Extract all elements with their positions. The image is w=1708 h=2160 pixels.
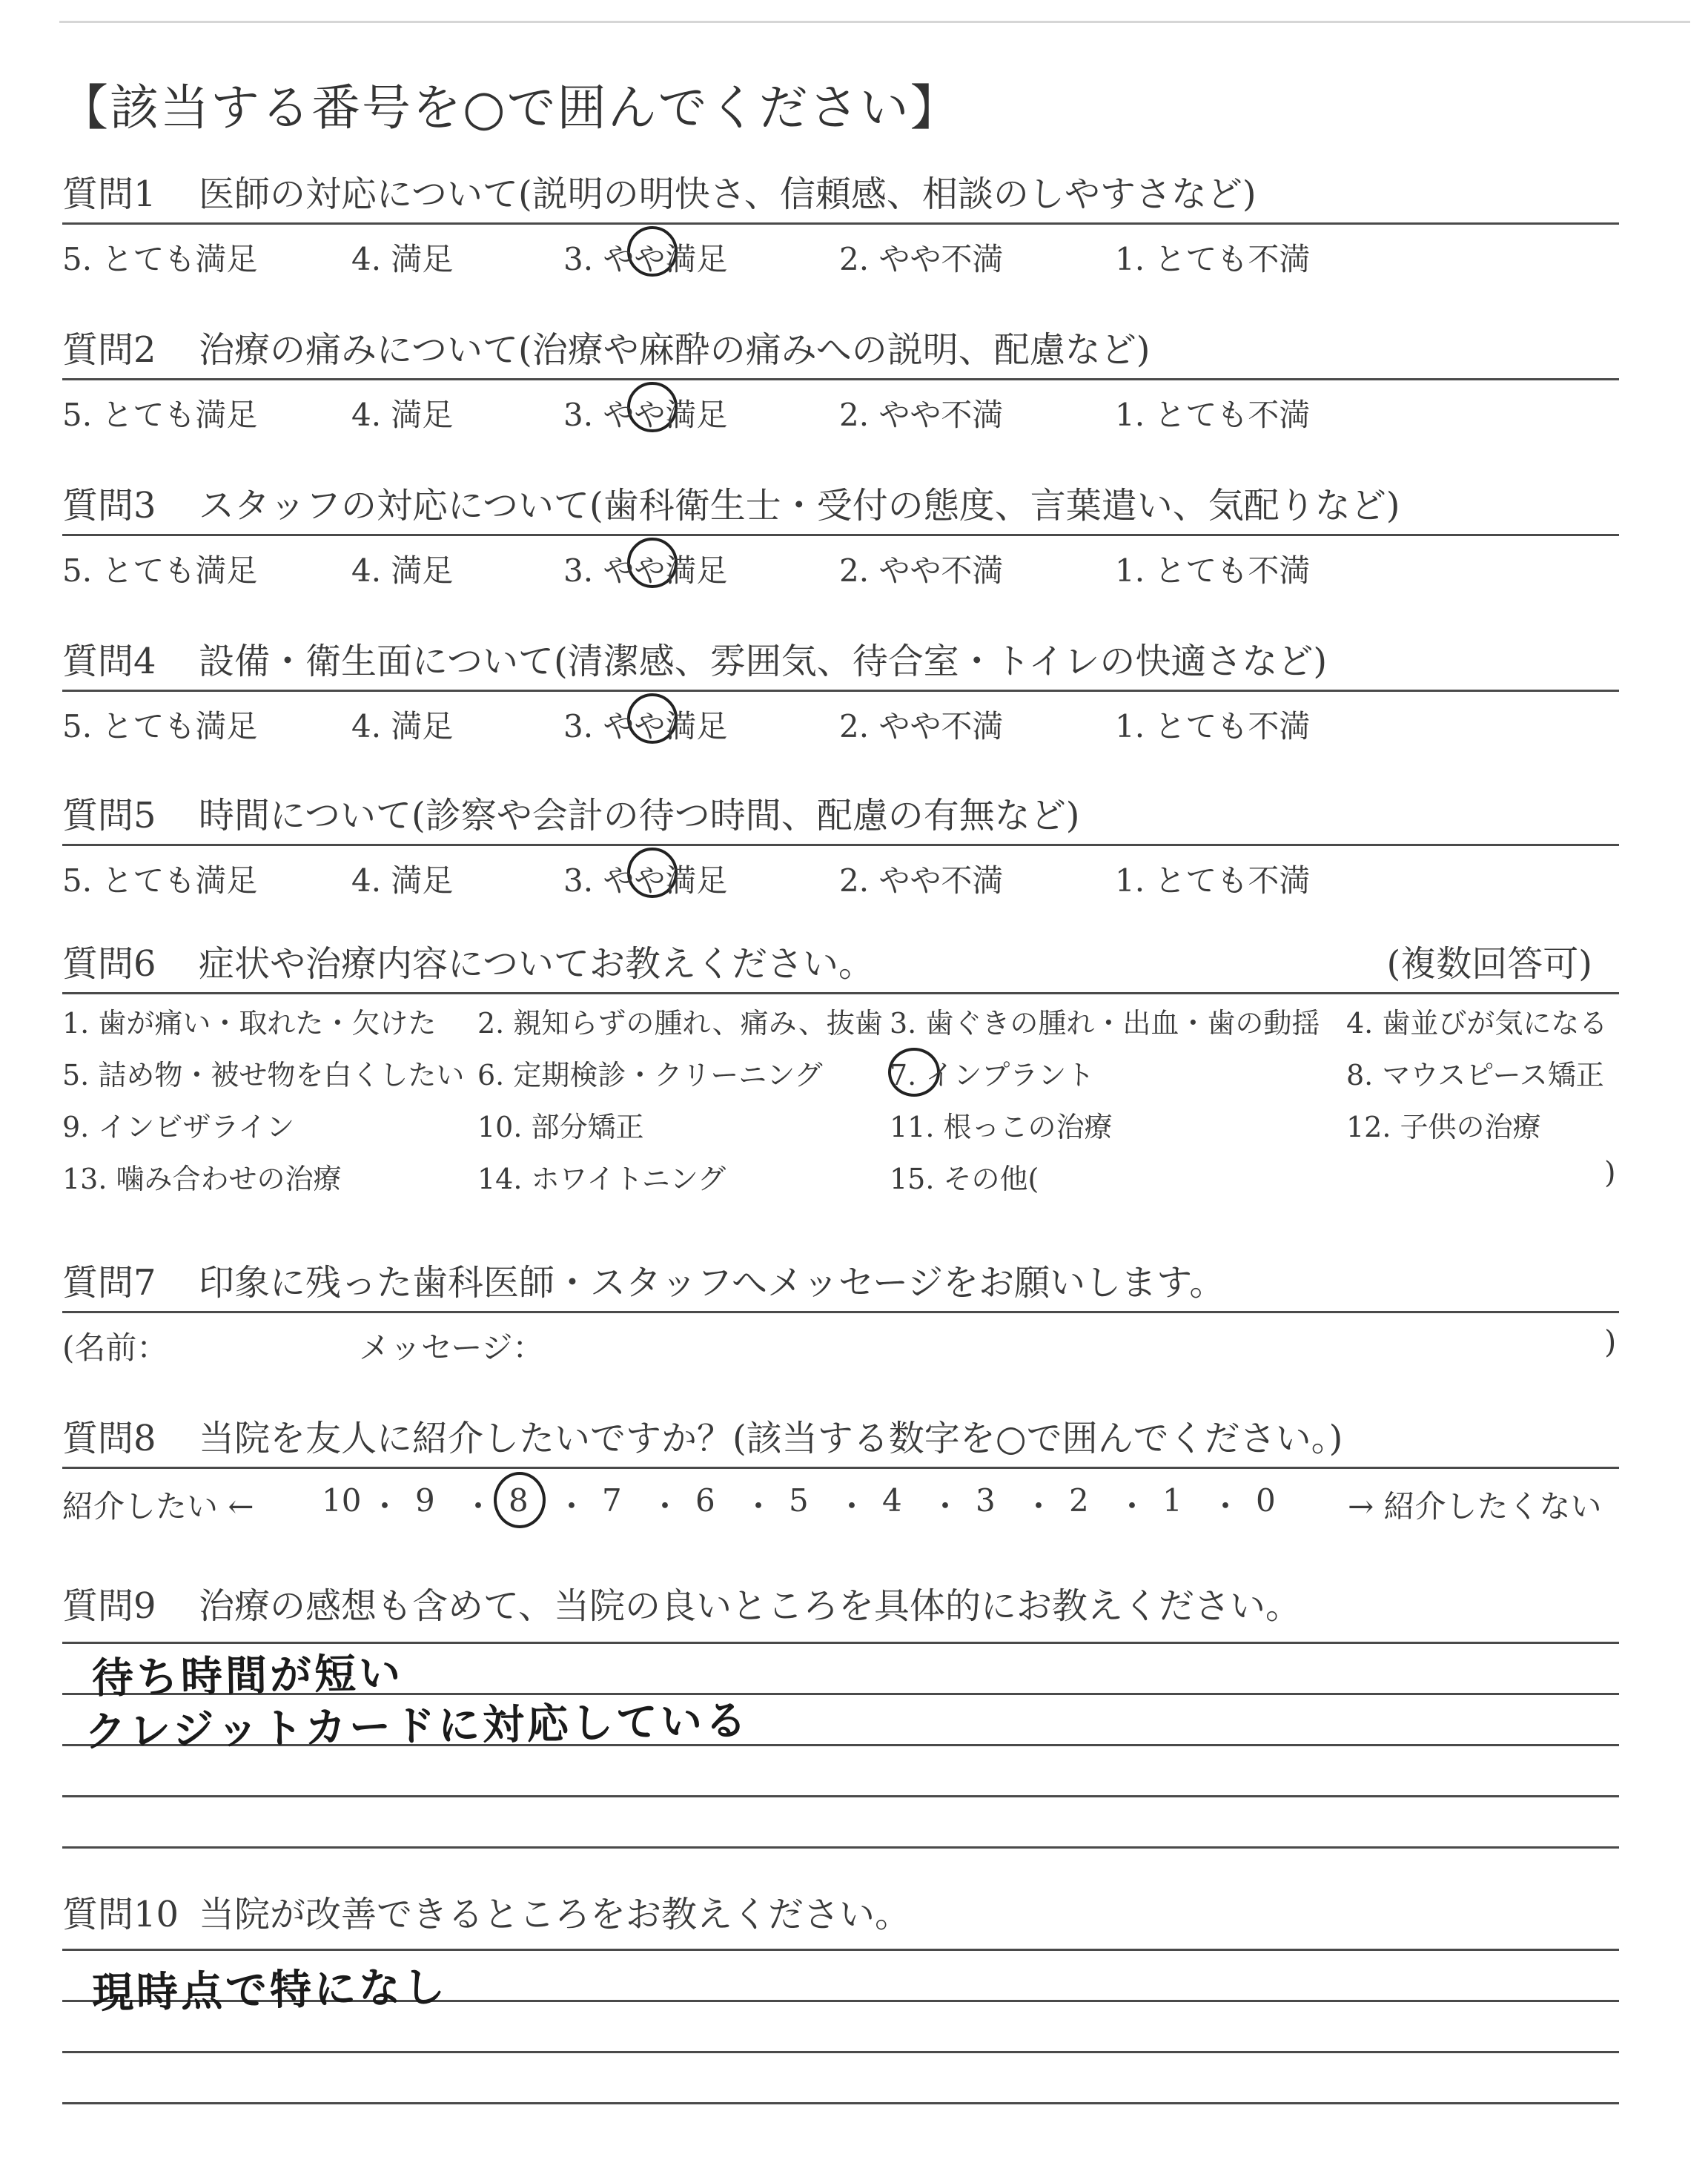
symptom-option-13[interactable]: 13. 噛み合わせの治療 bbox=[62, 1163, 342, 1195]
scale-value-7[interactable]: 7 bbox=[602, 1482, 622, 1519]
question-text: 治療の痛みについて(治療や麻酔の痛みへの説明、配慮など) bbox=[199, 329, 1151, 371]
scale-separator: ・ bbox=[836, 1488, 868, 1525]
question-number: 質問1 bbox=[62, 174, 156, 215]
scale-right-label: → 紹介したくない bbox=[1348, 1488, 1602, 1525]
rating-option-5[interactable]: 5. とても満足 bbox=[62, 241, 258, 277]
question-number: 質問9 bbox=[62, 1585, 156, 1627]
symptom-option-3[interactable]: 3. 歯ぐきの腫れ・出血・歯の動揺 bbox=[890, 1007, 1320, 1040]
rating-option-2[interactable]: 2. やや不満 bbox=[839, 552, 1004, 589]
question-number: 質問4 bbox=[62, 641, 156, 682]
rating-option-3[interactable]: 3. やや満足 bbox=[563, 241, 728, 277]
scale-separator: ・ bbox=[463, 1488, 494, 1525]
scale-value-4[interactable]: 4 bbox=[882, 1482, 902, 1519]
rating-options bbox=[62, 846, 1619, 898]
rating-option-2[interactable]: 2. やや不満 bbox=[839, 397, 1004, 433]
message-label: メッセージ： bbox=[359, 1330, 544, 1366]
recommend-scale bbox=[62, 1469, 1619, 1525]
rating-option-1[interactable]: 1. とても不満 bbox=[1115, 708, 1311, 744]
symptom-option-5[interactable]: 5. 詰め物・被せ物を白くしたい bbox=[62, 1059, 465, 1091]
symptom-option-11[interactable]: 11. 根っこの治療 bbox=[890, 1111, 1113, 1143]
question-8-title bbox=[62, 1416, 1619, 1461]
top-border bbox=[59, 21, 1690, 23]
question-3 bbox=[62, 483, 1619, 588]
question-text: 当院を友人に紹介したいですか？(該当する数字を○で囲んでください。) bbox=[199, 1418, 1343, 1459]
handwritten-answer-2: クレジットカードに対応している bbox=[84, 1697, 750, 1757]
question-10-title bbox=[62, 1892, 1619, 1937]
question-6 bbox=[62, 942, 1619, 1217]
symptom-option-4[interactable]: 4. 歯並びが気になる bbox=[1346, 1007, 1608, 1040]
question-2 bbox=[62, 328, 1619, 432]
message-row bbox=[62, 1313, 1619, 1365]
question-text: 設備・衛生面について(清潔感、雰囲気、待合室・トイレの快適さなど) bbox=[199, 641, 1328, 682]
other-close-paren: ) bbox=[1604, 1156, 1616, 1190]
message-close-paren: ) bbox=[1604, 1324, 1617, 1360]
question-text: 当院が改善できるところをお教えください。 bbox=[199, 1894, 911, 1935]
question-9-title bbox=[62, 1584, 1619, 1628]
symptom-option-14[interactable]: 14. ホワイトニング bbox=[477, 1163, 726, 1195]
symptom-option-2[interactable]: 2. 親知らずの腫れ、痛み、抜歯 bbox=[477, 1007, 883, 1040]
symptom-option-15[interactable]: 15. その他( bbox=[890, 1163, 1039, 1195]
answer-line bbox=[62, 1795, 1619, 1797]
scale-value-8[interactable]: 8 bbox=[509, 1482, 529, 1519]
rating-option-2[interactable]: 2. やや不満 bbox=[839, 241, 1004, 277]
scale-separator: ・ bbox=[556, 1488, 588, 1525]
rating-option-1[interactable]: 1. とても不満 bbox=[1115, 552, 1311, 589]
symptom-options bbox=[62, 994, 1619, 1217]
rating-option-4[interactable]: 4. 満足 bbox=[351, 552, 454, 589]
scale-separator: ・ bbox=[369, 1488, 401, 1525]
scale-value-5[interactable]: 5 bbox=[789, 1482, 809, 1519]
scale-left-label: 紹介したい ← bbox=[62, 1488, 254, 1525]
rating-option-5[interactable]: 5. とても満足 bbox=[62, 708, 258, 744]
scale-value-1[interactable]: 1 bbox=[1162, 1482, 1182, 1519]
question-number: 質問7 bbox=[62, 1262, 156, 1304]
scale-separator: ・ bbox=[930, 1488, 961, 1525]
scale-separator: ・ bbox=[1116, 1488, 1148, 1525]
question-3-title bbox=[62, 483, 1619, 528]
question-10 bbox=[62, 1892, 1619, 2104]
multiple-answers-note: (複数回答可) bbox=[1386, 943, 1592, 985]
name-label: (名前： bbox=[62, 1330, 168, 1366]
rating-options bbox=[62, 536, 1619, 588]
rating-option-1[interactable]: 1. とても不満 bbox=[1115, 862, 1311, 899]
question-8 bbox=[62, 1416, 1619, 1525]
scale-value-3[interactable]: 3 bbox=[976, 1482, 996, 1519]
handwritten-answer-1: 現時点で特になし bbox=[91, 1963, 448, 2018]
question-text: スタッフの対応について(歯科衛生士・受付の態度、言葉遣い、気配りなど) bbox=[199, 485, 1400, 526]
question-1-title bbox=[62, 172, 1619, 217]
question-text: 時間について(診察や会計の待つ時間、配慮の有無など) bbox=[199, 795, 1080, 836]
rating-option-3[interactable]: 3. やや満足 bbox=[563, 397, 728, 433]
symptom-option-8[interactable]: 8. マウスピース矯正 bbox=[1346, 1059, 1604, 1091]
rating-option-2[interactable]: 2. やや不満 bbox=[839, 708, 1004, 744]
page-heading: 【該当する番号を○で囲んでください】 bbox=[59, 79, 961, 136]
rating-option-2[interactable]: 2. やや不満 bbox=[839, 862, 1004, 899]
question-text: 医師の対応について(説明の明快さ、信頼感、相談のしやすさなど) bbox=[199, 174, 1257, 215]
question-number: 質問6 bbox=[62, 943, 156, 985]
rating-option-4[interactable]: 4. 満足 bbox=[351, 241, 454, 277]
handwritten-answer-1: 待ち時間が短い bbox=[91, 1649, 404, 1703]
question-7 bbox=[62, 1261, 1619, 1365]
rating-options bbox=[62, 380, 1619, 432]
question-5 bbox=[62, 793, 1619, 898]
rating-option-3[interactable]: 3. やや満足 bbox=[563, 862, 728, 899]
question-number: 質問5 bbox=[62, 795, 156, 836]
question-number: 質問10 bbox=[62, 1894, 179, 1935]
scale-value-2[interactable]: 2 bbox=[1069, 1482, 1089, 1519]
scale-value-9[interactable]: 9 bbox=[415, 1482, 435, 1519]
question-4 bbox=[62, 639, 1619, 744]
answer-line bbox=[62, 2051, 1619, 2053]
selection-circle bbox=[494, 1472, 546, 1528]
question-number: 質問3 bbox=[62, 485, 156, 526]
question-4-title bbox=[62, 639, 1619, 684]
rating-option-3[interactable]: 3. やや満足 bbox=[563, 708, 728, 744]
question-text: 印象に残った歯科医師・スタッフへメッセージをお願いします。 bbox=[199, 1262, 1225, 1304]
scale-separator: ・ bbox=[1023, 1488, 1055, 1525]
symptom-option-10[interactable]: 10. 部分矯正 bbox=[477, 1111, 644, 1143]
scale-value-6[interactable]: 6 bbox=[695, 1482, 715, 1519]
question-5-title bbox=[62, 793, 1619, 838]
question-text: 症状や治療内容についてお教えください。 bbox=[199, 943, 875, 985]
question-2-title bbox=[62, 328, 1619, 372]
question-9 bbox=[62, 1584, 1619, 1849]
question-number: 質問8 bbox=[62, 1418, 156, 1459]
symptom-option-6[interactable]: 6. 定期検診・クリーニング bbox=[477, 1059, 823, 1091]
scale-separator: ・ bbox=[1210, 1488, 1242, 1525]
rating-option-1[interactable]: 1. とても不満 bbox=[1115, 241, 1311, 277]
rating-option-5[interactable]: 5. とても満足 bbox=[62, 862, 258, 899]
rating-option-1[interactable]: 1. とても不満 bbox=[1115, 397, 1311, 433]
scale-separator: ・ bbox=[743, 1488, 775, 1525]
rating-option-4[interactable]: 4. 満足 bbox=[351, 708, 454, 744]
symptom-option-12[interactable]: 12. 子供の治療 bbox=[1346, 1111, 1541, 1143]
symptom-option-7[interactable]: 7. インプラント bbox=[890, 1059, 1095, 1091]
question-text: 治療の感想も含めて、当院の良いところを具体的にお教えください。 bbox=[199, 1585, 1302, 1627]
rating-options bbox=[62, 225, 1619, 277]
rating-option-5[interactable]: 5. とても満足 bbox=[62, 552, 258, 589]
answer-line bbox=[62, 1846, 1619, 1849]
scale-value-10[interactable]: 10 bbox=[322, 1482, 362, 1519]
symptom-option-1[interactable]: 1. 歯が痛い・取れた・欠けた bbox=[62, 1007, 437, 1040]
rating-option-3[interactable]: 3. やや満足 bbox=[563, 552, 728, 589]
scale-value-0[interactable]: 0 bbox=[1256, 1482, 1276, 1519]
answer-line bbox=[62, 2102, 1619, 2104]
rating-options bbox=[62, 692, 1619, 744]
question-7-title bbox=[62, 1261, 1619, 1305]
scale-separator: ・ bbox=[649, 1488, 681, 1525]
rating-option-4[interactable]: 4. 満足 bbox=[351, 397, 454, 433]
symptom-option-9[interactable]: 9. インビザライン bbox=[62, 1111, 295, 1143]
question-1 bbox=[62, 172, 1619, 277]
rating-option-4[interactable]: 4. 満足 bbox=[351, 862, 454, 899]
answer-line bbox=[62, 1949, 1619, 1951]
rating-option-5[interactable]: 5. とても満足 bbox=[62, 397, 258, 433]
question-6-title bbox=[62, 942, 1619, 986]
question-number: 質問2 bbox=[62, 329, 156, 371]
